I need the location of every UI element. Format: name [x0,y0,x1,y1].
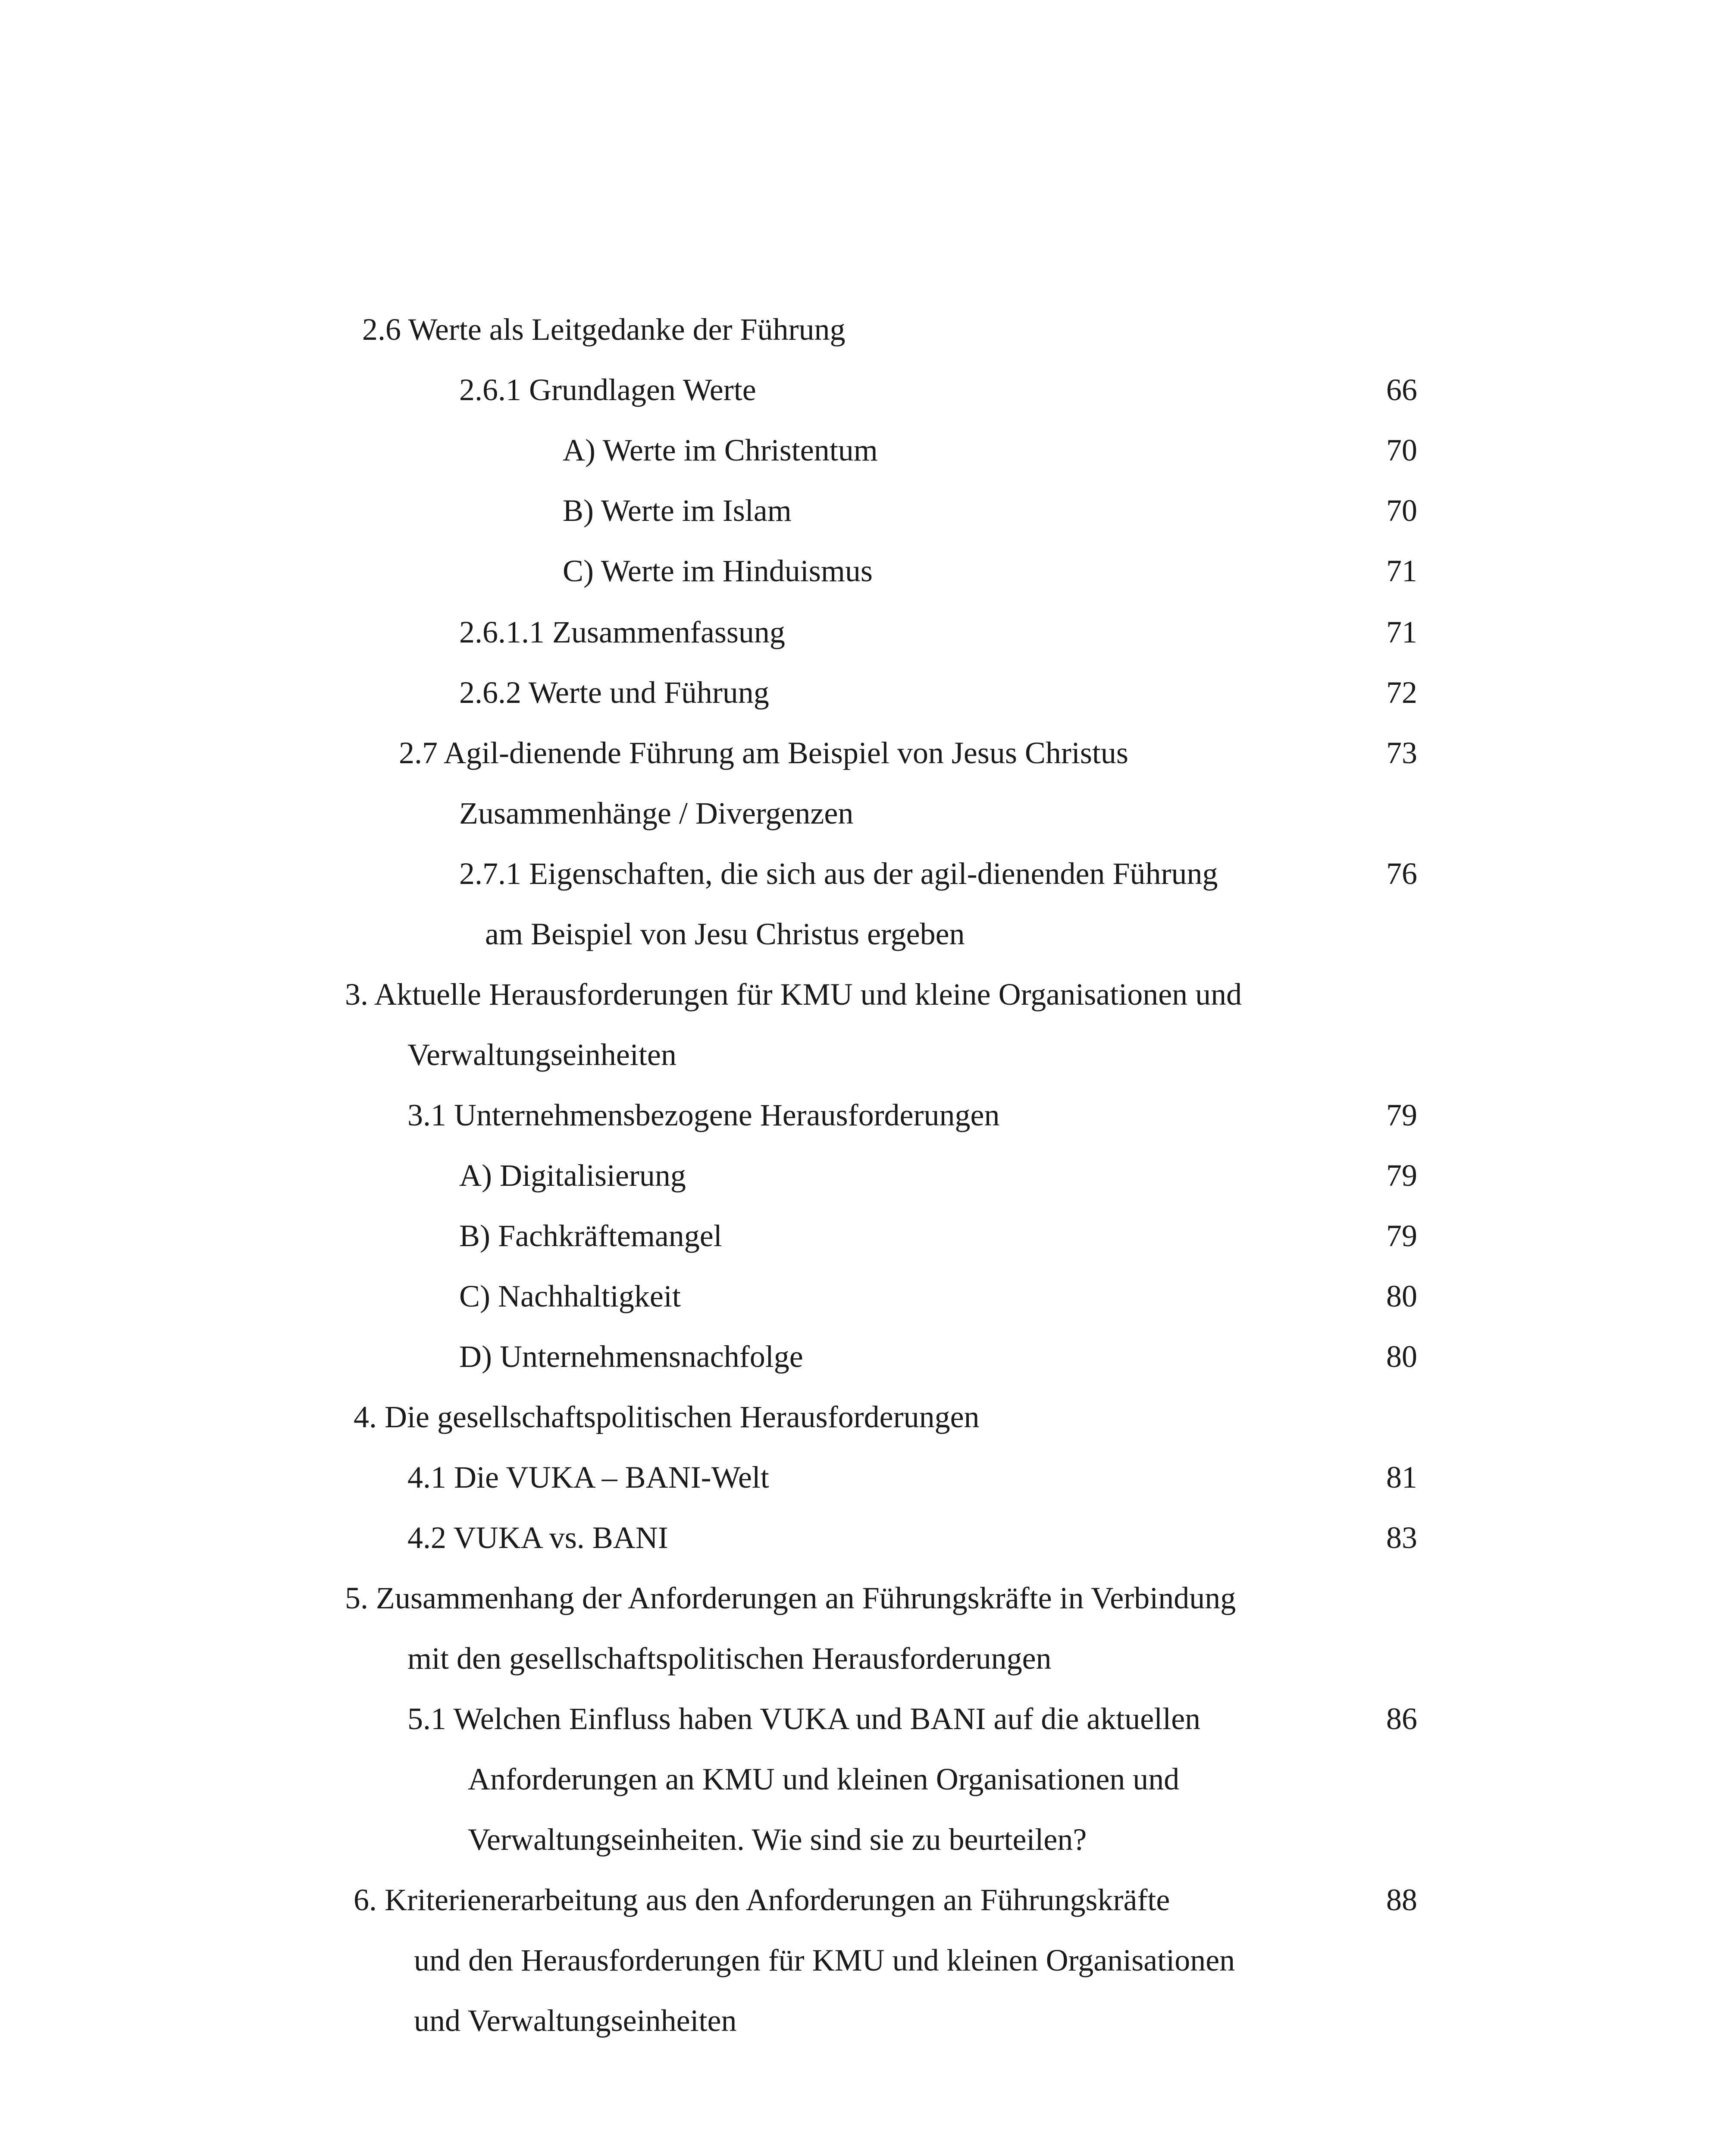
toc-entry-text: am Beispiel von Jesu Christus ergeben [485,917,965,951]
toc-entry-text: D) Unternehmensnachfolge [459,1339,803,1374]
toc-entry-page: 83 [1386,1520,1417,1555]
toc-entry-page: 71 [1386,554,1417,588]
toc-entry-text: 2.7 Agil-dienende Führung am Beispiel von Jesus Christus [399,736,1128,770]
toc-entry-text: 2.6 Werte als Leitgedanke der Führung [362,312,846,347]
toc-entry-text: mit den gesellschaftspolitischen Herausforderungen [407,1641,1052,1676]
toc-entry-text: 5.1 Welchen Einfluss haben VUKA und BANI auf die aktuellen [407,1702,1201,1736]
toc-entry-page: 73 [1386,736,1417,770]
toc-entry-text: 2.7.1 Eigenschaften, die sich aus der agil-dienenden Führung [459,856,1218,891]
toc-entry-text: 4.1 Die VUKA – BANI-Welt [407,1460,769,1495]
toc-entry-text: C) Werte im Hinduismus [563,554,873,588]
toc-entry-text: 2.6.2 Werte und Führung [459,675,769,710]
toc-entry-page: 79 [1386,1158,1417,1193]
toc-entry-page: 71 [1386,615,1417,649]
toc-entry-page: 80 [1386,1279,1417,1313]
toc-entry-text: B) Werte im Islam [563,493,792,528]
toc-entry-text: und den Herausforderungen für KMU und kleinen Organisationen [414,1943,1235,1977]
toc-entry-page: 79 [1386,1098,1417,1132]
toc-entry-text: 2.6.1 Grundlagen Werte [459,373,756,407]
toc-entry-text: A) Werte im Christentum [563,433,878,467]
toc-entry-page: 70 [1386,433,1417,467]
toc-entry-text: B) Fachkräftemangel [459,1219,722,1253]
toc-entry-text: 4.2 VUKA vs. BANI [407,1520,668,1555]
toc-entry-text: 5. Zusammenhang der Anforderungen an Führungskräfte in Verbindung [345,1581,1236,1615]
toc-entry-page: 70 [1386,493,1417,528]
toc-entry-text: Zusammenhänge / Divergenzen [459,796,854,830]
toc-entry-page: 76 [1386,856,1417,891]
toc-entry-page: 80 [1386,1339,1417,1374]
toc-entry-page: 66 [1386,373,1417,407]
toc-entry-text: Verwaltungseinheiten. Wie sind sie zu beurteilen? [468,1822,1087,1857]
toc-entry-text: 6. Kriterienerarbeitung aus den Anforderungen an Führungskräfte [354,1883,1170,1917]
toc-entry-page: 88 [1386,1883,1417,1917]
toc-entry-page: 86 [1386,1702,1417,1736]
toc-entry-page: 72 [1386,675,1417,710]
toc-entry-text: A) Digitalisierung [459,1158,686,1193]
toc-entry-page: 79 [1386,1219,1417,1253]
toc-entry-text: Anforderungen an KMU und kleinen Organisationen und [468,1762,1180,1796]
toc-entry-page: 81 [1386,1460,1417,1495]
toc-entry-text: und Verwaltungseinheiten [414,2003,737,2038]
toc-entry-text: 2.6.1.1 Zusammenfassung [459,615,785,649]
toc-entry-text: 4. Die gesellschaftspolitischen Herausforderungen [354,1400,980,1434]
toc-entry-text: 3. Aktuelle Herausforderungen für KMU und kleine Organisationen und [345,977,1242,1012]
toc-entry-text: Verwaltungseinheiten [407,1037,677,1072]
toc-entry-text: 3.1 Unternehmensbezogene Herausforderungen [407,1098,1000,1132]
toc-entry-text: C) Nachhaltigkeit [459,1279,681,1313]
